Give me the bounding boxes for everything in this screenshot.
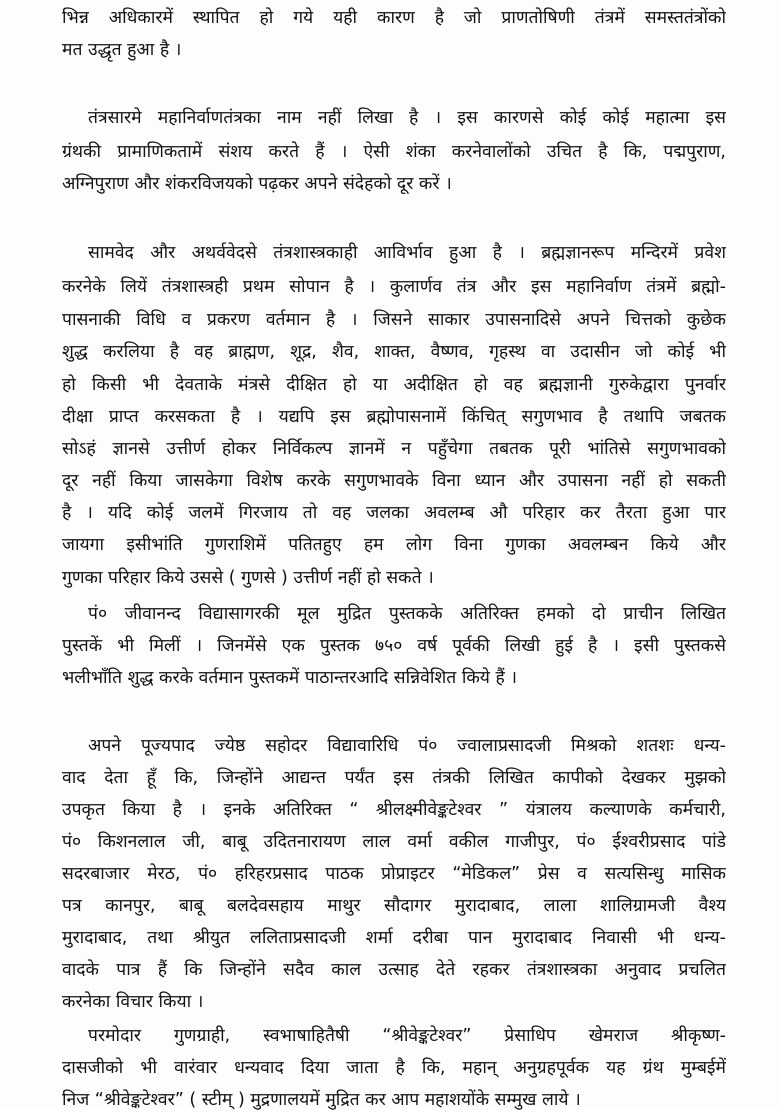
text-line: मुरादाबाद, तथा श्रीयुत ललिताप्रसादजी शर्मा दरीबा पान मुरादाबाद निवासी भी धन्य-	[62, 928, 726, 948]
text-line: वादके पात्र हैं कि जिन्होंने सदैव काल उत्साह देते रहकर तंत्रशास्त्रका अनुवाद प्रचलित	[62, 960, 726, 980]
text-line: सामवेद और अथर्ववेदसे तंत्रशास्त्रकाही आविर्भाव हुआ है । ब्रह्मज्ञानरूप मन्दिरमें प्रवेश	[88, 243, 726, 263]
text-line: पासनाकी विधि व प्रकरण वर्तमान है । जिसने साकार उपासनादिसे अपने चित्तको कुछेक	[62, 310, 726, 330]
text-line: मत उद्धृत हुआ है ।	[62, 40, 182, 60]
text-line: तंत्रसारमे महानिर्वाणतंत्रका नाम नहीं लिखा है । इस कारणसे कोई कोई महात्मा इस	[88, 108, 726, 128]
text-line: है । यदि कोई जलमें गिरजाय तो वह जलका अवलम्ब औ परिहार कर तैरता हुआ पार	[62, 503, 726, 523]
text-line: हो किसी भी देवताके मंत्रसे दीक्षित हो या अदीक्षित हो वह ब्रह्मज्ञानी गुरुकेद्वारा पुनर्वार	[62, 375, 726, 395]
text-line: भिन्न अधिकारमें स्थापित हो गये यही कारण है जो प्राणतोषिणी तंत्रमें समस्ततंत्रोंको	[62, 8, 726, 28]
text-line: दूर नहीं किया जासकेगा विशेष करके सगुणभावके विना ध्यान और उपासना नहीं हो सकती	[62, 471, 726, 491]
text-line: वाद देता हूँ कि, जिन्होंने आद्यन्त पर्यंत इस तंत्रकी लिखित कापीको देखकर मुझको	[62, 768, 726, 788]
text-line: दासजीको भी वारंवार धन्यवाद दिया जाता है कि, महान् अनुग्रहपूर्वक यह ग्रंथ मुम्बईमें	[62, 1058, 726, 1078]
text-line: निज “श्रीवेङ्कटेश्वर” ( स्टीम् ) मुद्रणालयमें मुद्रित कर आप महाशयोंके सम्मुख लाये ।	[62, 1090, 581, 1110]
text-line: शुद्ध करलिया है वह ब्राह्मण, शूद्र, शैव, शाक्त, वैष्णव, गृहस्थ वा उदासीन जो कोई भी	[62, 342, 726, 362]
text-line: करनेके लियें तंत्रशास्त्रही प्रथम सोपान है । कुलार्णव तंत्र और इस महानिर्वाण तंत्रमें ब्रह्मो-	[62, 277, 726, 297]
text-line: पं० जीवानन्द विद्यासागरकी मूल मुद्रित पुस्तकके अतिरिक्त हमको दो प्राचीन लिखित	[88, 604, 726, 624]
text-line: करनेका विचार किया ।	[62, 992, 204, 1012]
text-line: पत्र कानपुर, बाबू बलदेवसहाय माथुर सौदागर मुरादाबाद, लाला शालिग्रामजी वैश्य	[62, 896, 726, 916]
text-line: अपने पूज्यपाद ज्येष्ठ सहोदर विद्यावारिधि पं० ज्वालाप्रसादजी मिश्रको शतशः धन्य-	[88, 736, 726, 756]
text-line: दीक्षा प्राप्त करसकता है । यद्यपि इस ब्रह्मोपासनामें किंचित् सगुणभाव है तथापि जबतक	[62, 407, 726, 427]
text-line: सदरबाजार मेरठ, पं० हरिहरप्रसाद पाठक प्रोप्राइटर “मेडिकल” प्रेस व सत्यसिन्धु मासिक	[62, 864, 726, 884]
text-line: गुणका परिहार किये उससे ( गुणसे ) उत्तीर्ण नहीं हो सकते ।	[62, 568, 434, 588]
text-line: उपकृत किया है । इनके अतिरिक्त “ श्रीलक्ष्मीवेङ्कटेश्वर ” यंत्रालय कल्याणके कर्मचारी,	[62, 800, 726, 820]
text-line: पं० किशनलाल जी, बाबू उदितनारायण लाल वर्मा वकील गाजीपुर, पं० ईश्वरीप्रसाद पांडे	[62, 832, 726, 852]
text-line: अग्निपुराण और शंकरविजयको पढ़कर अपने संदेहको दूर करें ।	[62, 174, 452, 194]
text-line: पुस्तकें भी मिलीं । जिनमेंसे एक पुस्तक ७५० वर्ष पूर्वकी लिखी हुई है । इसी पुस्तकसे	[62, 636, 726, 656]
text-line: ग्रंथकी प्रामाणिकतामें संशय करते हैं । ऐसी शंका करनेवालोंको उचित है कि, पद्मपुराण,	[62, 142, 726, 162]
text-line: परमोदार गुणग्राही, स्वभाषाहितैषी “श्रीवेङ्कटेश्वर” प्रेसाधिप खेमराज श्रीकृष्ण-	[88, 1026, 726, 1046]
text-line: जायगा इसीभांति गुणराशिमें पतितहुए हम लोग विना गुणका अवलम्बन किये और	[62, 535, 726, 555]
text-line: भलीभाँति शुद्ध करके वर्तमान पुस्तकमें पाठान्तरआदि सन्निवेशित किये हैं ।	[62, 668, 517, 688]
text-line: सोऽहं ज्ञानसे उत्तीर्ण होकर निर्विकल्प ज्ञानमें न पहुँचेगा तबतक पूरी भांतिसे सगुणभावको	[62, 439, 726, 459]
